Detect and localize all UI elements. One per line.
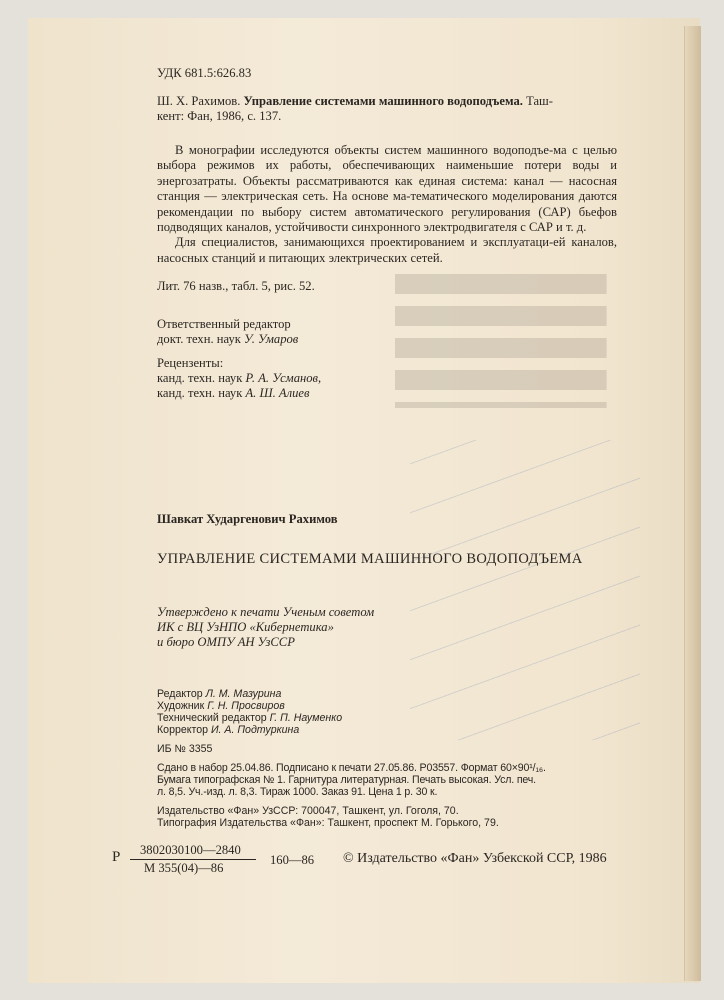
- staff-editor: [157, 688, 281, 700]
- approval-line-1: Утверждено к печати Ученым советом: [157, 605, 375, 619]
- staff-artist-name: Г. Н. Просвиров: [207, 700, 285, 712]
- imprint-fraction-line: [130, 859, 256, 860]
- staff-editor-role: Редактор: [157, 688, 203, 700]
- publisher-line-2: Типография Издательства «Фан»: Ташкент, проспект М. Горького, 79.: [157, 817, 499, 829]
- reviewer-2: [157, 386, 309, 401]
- imprint-code: 160—86: [270, 853, 315, 867]
- staff-corrector-name: И. А. Подтуркина: [210, 724, 300, 736]
- approval-line-2: ИК с ВЦ УзНПО «Кибернетика»: [157, 620, 334, 634]
- reviewer-1: [157, 371, 321, 386]
- publisher-line-1: Издательство «Фан» УзССР: 700047, Ташкент, ул. Гоголя, 70.: [157, 805, 459, 817]
- imprint-denominator: М 355(04)—86: [144, 861, 224, 875]
- staff-artist: [157, 700, 285, 712]
- editor-line: [157, 332, 298, 347]
- imprint-letter: Р: [112, 849, 121, 865]
- citation-book-title: Управление системами машинного водоподъема.: [243, 94, 523, 108]
- staff-corrector-role: Корректор: [157, 724, 209, 736]
- copyright-line: © Издательство «Фан» Узбекской ССР, 1986: [343, 851, 607, 866]
- udk-code: УДК 681.5:626.83: [157, 66, 252, 80]
- ib-number: ИБ № 3355: [157, 743, 213, 755]
- staff-corrector: [157, 724, 299, 736]
- abstract: [157, 143, 617, 266]
- staff-artist-role: Художник: [157, 700, 205, 712]
- editor-name: У. Умаров: [244, 332, 299, 346]
- editor-label: Ответственный редактор: [157, 317, 291, 331]
- citation-line-2: кент: Фан, 1986, с. 137.: [157, 109, 282, 123]
- staff-tech-role: Технический редактор: [157, 712, 267, 724]
- reviewer-1-name: Р. А. Усманов,: [245, 371, 322, 385]
- abstract-paragraph-2: Для специалистов, занимающихся проектированием и эксплуатаци-ей каналов, насосных станций и питающих электрических сетей.: [157, 235, 617, 265]
- citation-text-1: Ш. Х. Рахимов. Управление системами машинного водоподъема. Таш-: [157, 94, 553, 108]
- staff-tech-editor: [157, 712, 342, 724]
- approval-line-3: и бюро ОМПУ АН УзССР: [157, 635, 295, 649]
- citation-line-1: [157, 94, 553, 109]
- reviewer-2-name: А. Ш. Алиев: [245, 386, 310, 400]
- abstract-paragraph-1: В монографии исследуются объекты систем машинного водоподъе-ма с целью выбора режимов их работы, обеспечивающих наименьшие потери воды и энергозатраты. Объекты рассматриваются как единая система: канал — насосная станция — электрическая сеть. На основе ма-тематического моделирования даются рекомендации по выбору систем автоматического регулирования (САР) бьефов подводящих каналов, устойчивости синхронного электродвигателя с САР и т. д.: [157, 143, 617, 235]
- print-info-line-3: л. 8,5. Уч.-изд. л. 8,3. Тираж 1000. Заказ 91. Цена 1 р. 30 к.: [157, 786, 438, 798]
- editor-degree: докт. техн. наук: [157, 332, 241, 346]
- book-title: УПРАВЛЕНИЕ СИСТЕМАМИ МАШИННОГО ВОДОПОДЪЕМА: [157, 551, 583, 567]
- staff-tech-name: Г. П. Науменко: [269, 712, 343, 724]
- literature-count: Лит. 76 назв., табл. 5, рис. 52.: [157, 279, 315, 293]
- reviewer-2-degree: канд. техн. наук: [157, 386, 243, 400]
- reviewers-label: Рецензенты:: [157, 356, 224, 370]
- print-info-line-1: Сдано в набор 25.04.86. Подписано к печати 27.05.86. Р03557. Формат 60×90¹/₁₆.: [157, 762, 546, 774]
- staff-editor-name: Л. М. Мазурина: [205, 688, 282, 700]
- print-info-line-2: Бумага типографская № 1. Гарнитура литературная. Печать высокая. Усл. печ.: [157, 774, 536, 786]
- reviewer-1-degree: канд. техн. наук: [157, 371, 243, 385]
- author-name: Шавкат Хударгенович Рахимов: [157, 512, 338, 526]
- imprint-numerator: 3802030100—2840: [140, 843, 241, 857]
